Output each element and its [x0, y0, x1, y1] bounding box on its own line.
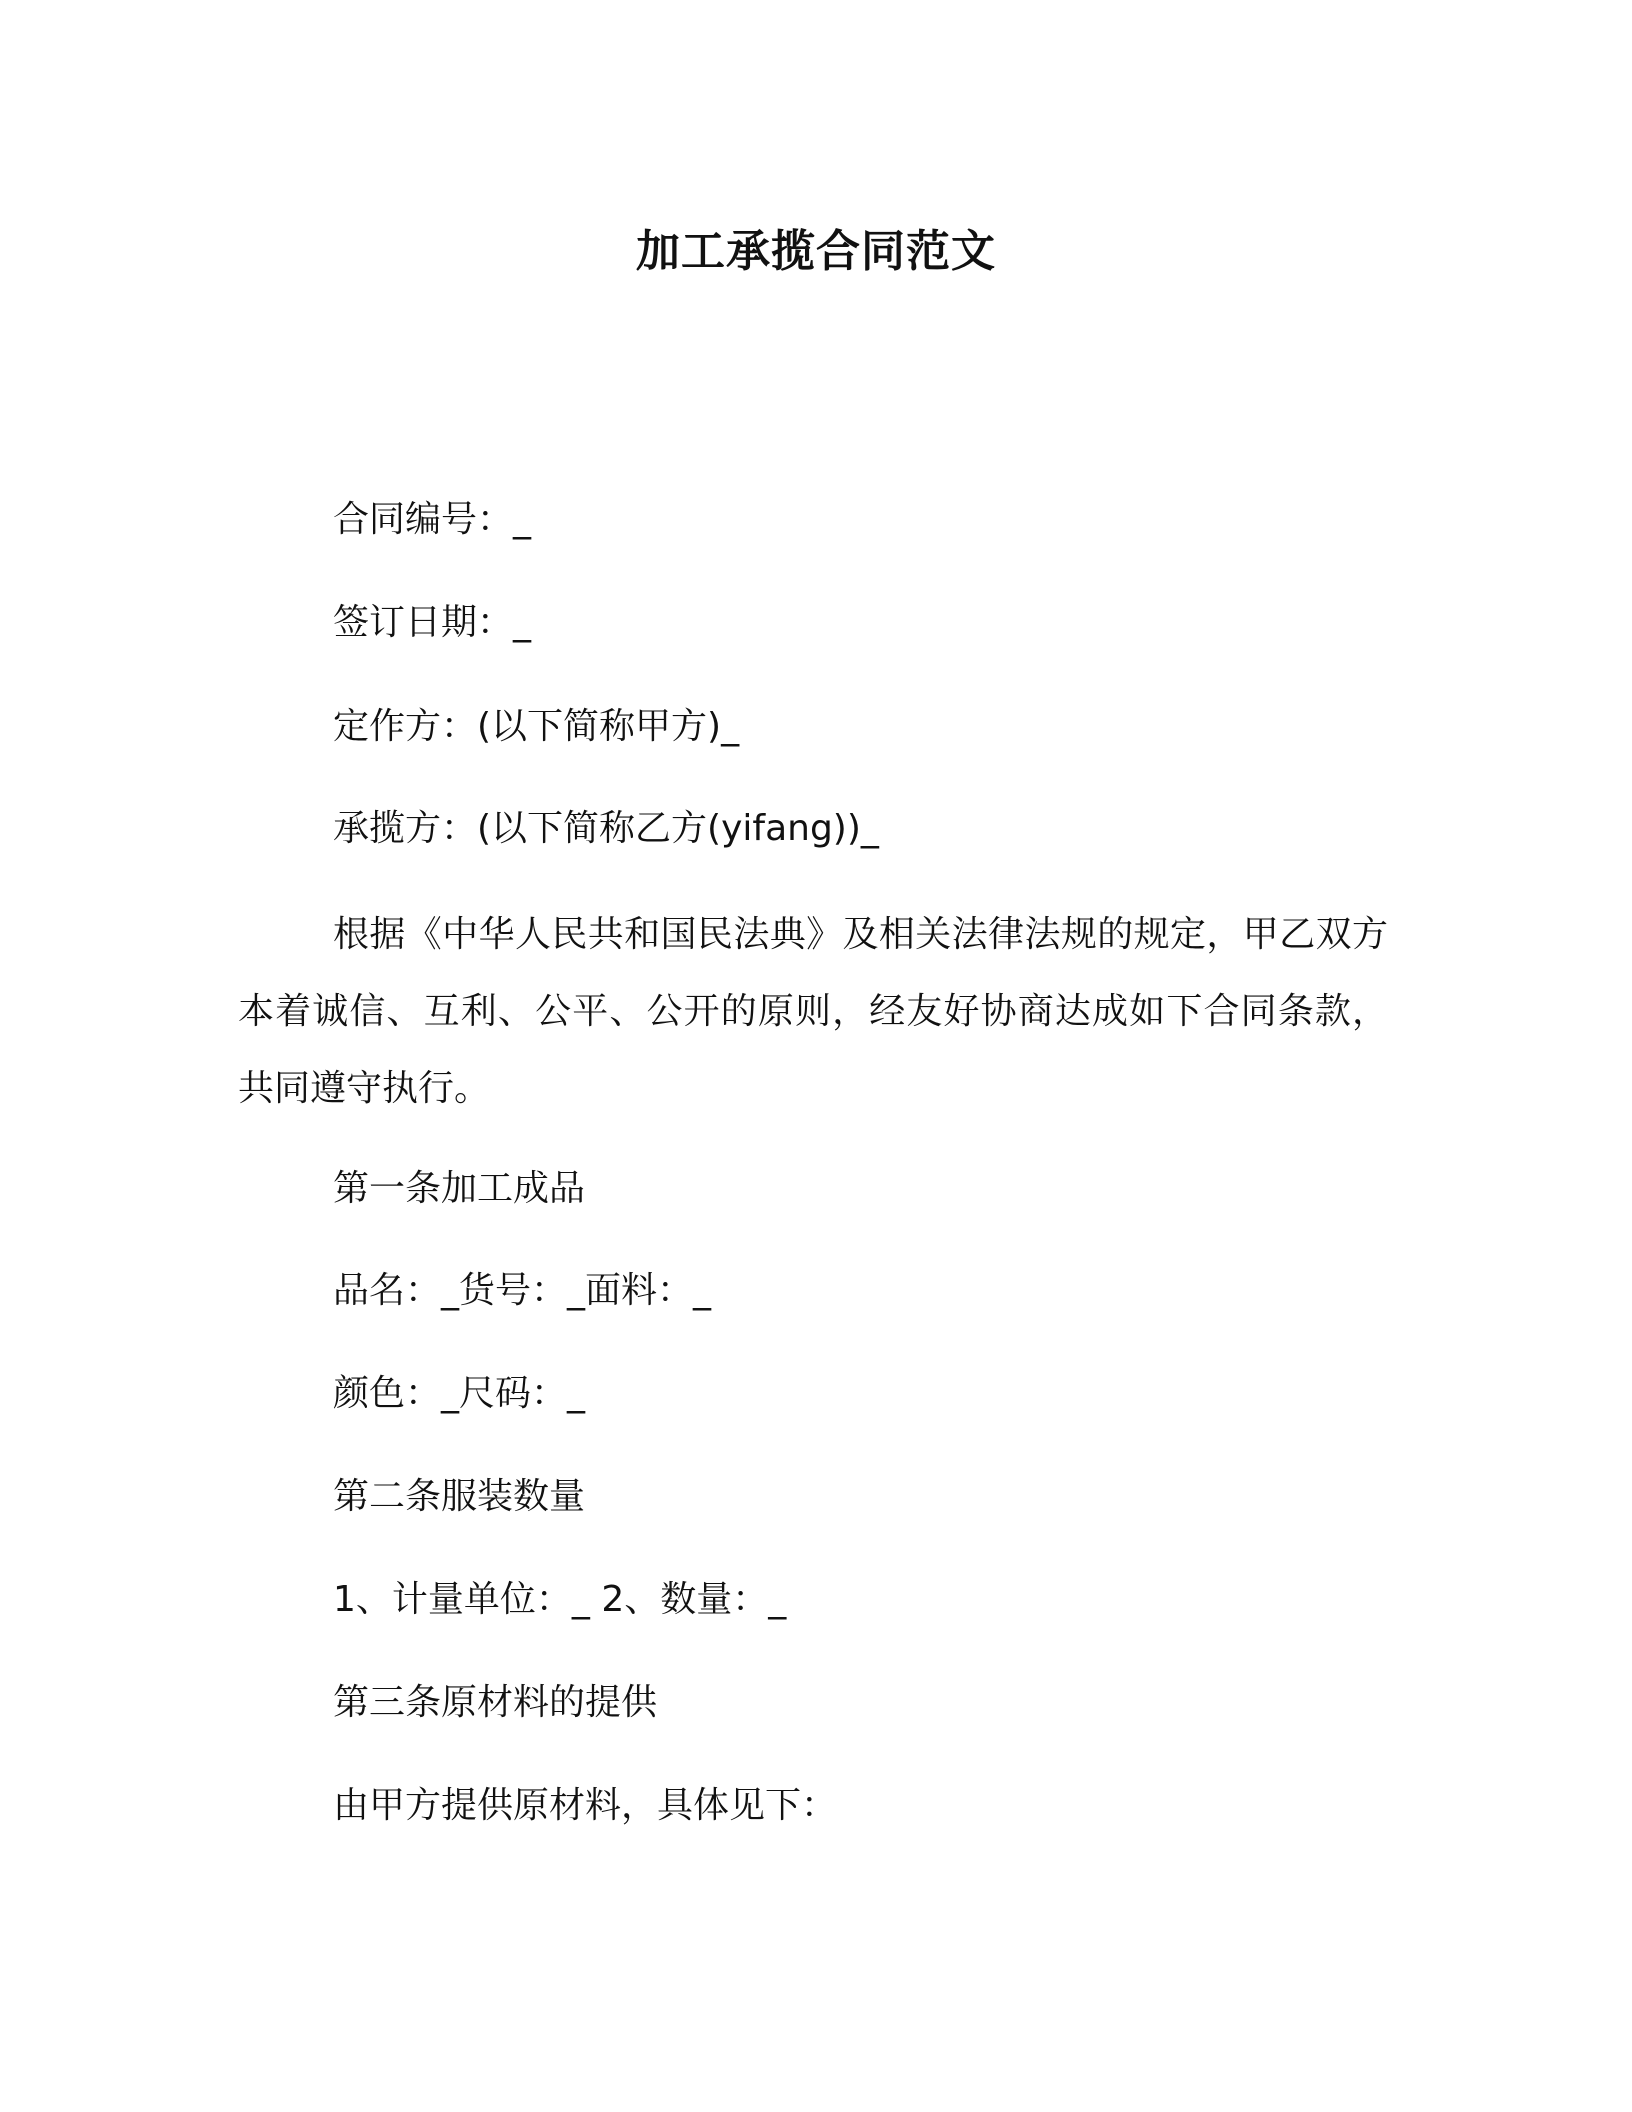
article-2-quantity-line: 1、计量单位：_ 2、数量：_ — [333, 1579, 787, 1620]
article-2-heading: 第二条服装数量 — [333, 1476, 586, 1517]
party-a-line: 定作方：(以下简称甲方)_ — [333, 706, 740, 747]
party-b-line: 承揽方：(以下简称乙方(yifang))_ — [333, 808, 879, 849]
article-3-heading: 第三条原材料的提供 — [333, 1682, 658, 1723]
contract-number-line: 合同编号：_ — [333, 499, 532, 540]
article-1-heading: 第一条加工成品 — [333, 1168, 586, 1209]
document-title: 加工承揽合同范文 — [636, 226, 996, 277]
sign-date-line: 签订日期：_ — [333, 602, 532, 643]
preamble-paragraph: 根据《中华人民共和国民法典》及相关法律法规的规定，甲乙双方本着诚信、互利、公平、公开的原则，经友好协商达成如下合同条款，共同遵守执行。 — [238, 914, 1388, 1109]
article-3-materials-line: 由甲方提供原材料，具体见下： — [333, 1785, 838, 1826]
article-1-product-line: 品名：_货号：_面料：_ — [333, 1270, 712, 1311]
article-1-color-size-line: 颜色：_尺码：_ — [333, 1373, 586, 1414]
